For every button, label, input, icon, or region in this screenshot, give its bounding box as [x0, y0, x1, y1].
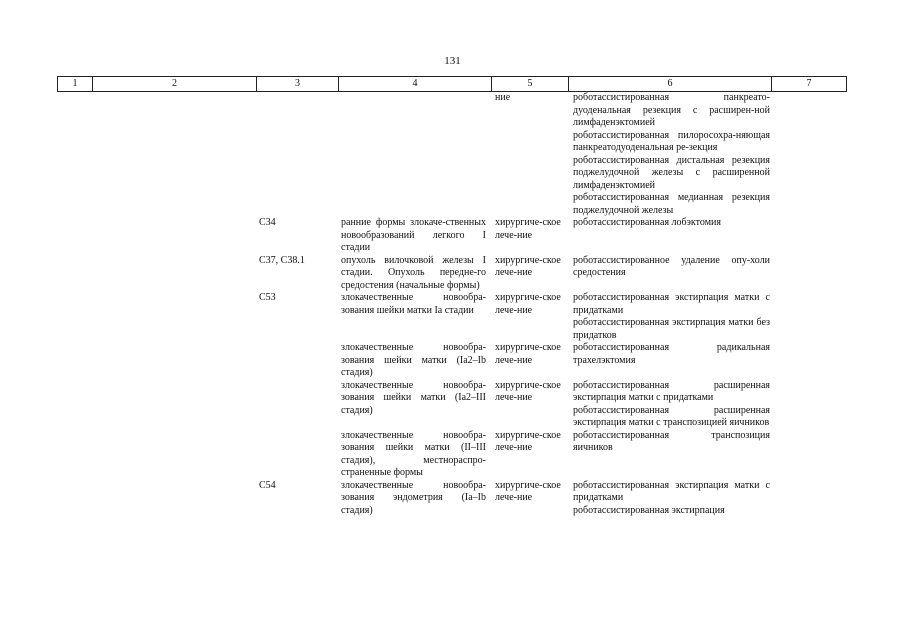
cell-col-2 — [93, 217, 257, 255]
method-item: роботассистированная расширенная экстирпация матки с транспозицией яичников — [573, 404, 770, 428]
cell-col-1 — [57, 430, 93, 480]
method-item: роботассистированная дистальная резекция поджелудочной железы с расширенной лимфаденэктомией — [573, 154, 770, 191]
method-item: роботассистированная экстирпация матки с придатками — [573, 292, 770, 316]
cell-col-2 — [93, 480, 257, 518]
table-row — [57, 430, 847, 480]
column-header-6: 6 — [569, 77, 772, 91]
icd-code-cell: C37, C38.1 — [259, 254, 305, 266]
cell-col-1 — [57, 217, 93, 255]
method-item: роботассистированная медианная резекция поджелудочной железы — [573, 192, 770, 216]
icd-code-cell — [257, 380, 339, 430]
icd-code-cell: C53 — [259, 292, 276, 303]
cell-col-2 — [93, 380, 257, 430]
methods-cell — [569, 92, 772, 217]
icd-code-cell — [257, 92, 339, 217]
method-item: роботассистированная пилоросохра-няющая панкреатодуоденальная ре-зекция — [573, 129, 770, 153]
treatment-type-cell: хирургиче-ское лече-ние — [495, 429, 561, 453]
methods-cell — [569, 380, 772, 430]
condition-cell: злокачественные новообра-зования шейки матки (Ia2–Ib стадия) — [341, 342, 486, 378]
cell-col-7 — [772, 430, 847, 480]
cell-col-1 — [57, 255, 93, 293]
methods-cell — [569, 255, 772, 293]
cell-col-1 — [57, 342, 93, 380]
method-item: роботассистированная лобэктомия — [573, 217, 721, 228]
cell-col-1 — [57, 380, 93, 430]
cell-col-1 — [57, 292, 93, 342]
cell-col-2 — [93, 92, 257, 217]
methods-cell — [569, 480, 772, 518]
column-header-5: 5 — [492, 77, 569, 91]
icd-code-cell: C34 — [259, 217, 276, 228]
condition-cell: злокачественные новообра-зования шейки матки Ia стадии — [341, 292, 486, 316]
method-item: роботассистированная расширенная экстирпация матки с придатками — [573, 379, 770, 403]
methods-cell — [569, 292, 772, 342]
method-item: роботассистированное удаление опу-холи средостения — [573, 254, 770, 278]
page-number: 131 — [444, 55, 461, 67]
icd-code-cell — [257, 342, 339, 380]
table-row — [57, 380, 847, 430]
condition-cell: злокачественные новообра-зования эндометрия (Ia–Ib стадия) — [341, 479, 486, 516]
treatment-type-cell: хирургиче-ское лече-ние — [495, 479, 561, 503]
table-row — [57, 480, 847, 518]
treatment-type-cell: хирургиче-ское лече-ние — [495, 342, 561, 366]
treatment-type-cell: хирургиче-ское лече-ние — [495, 292, 561, 316]
condition-cell: ранние формы злокаче-ственных новообразований легкого I стадии — [341, 217, 486, 253]
cell-col-1 — [57, 480, 93, 518]
cell-col-2 — [93, 430, 257, 480]
treatment-type-cell: хирургиче-ское лече-ние — [495, 254, 561, 278]
table-row — [57, 92, 847, 217]
column-header-1: 1 — [57, 77, 93, 91]
cell-col-7 — [772, 255, 847, 293]
condition-cell: злокачественные новообра-зования шейки матки (II–III стадия), местнораспро-страненные формы — [341, 429, 486, 478]
table-row — [57, 342, 847, 380]
icd-code-cell — [257, 430, 339, 480]
cell-col-2 — [93, 255, 257, 293]
cell-col-7 — [772, 292, 847, 342]
table-row — [57, 217, 847, 255]
column-header-7: 7 — [772, 77, 847, 91]
treatment-type-cell: ние — [495, 92, 511, 103]
cell-col-2 — [93, 292, 257, 342]
condition-cell: злокачественные новообра-зования шейки матки (Ia2–III стадия) — [341, 379, 486, 416]
method-item: роботассистированная экстирпация матки с придатками — [573, 479, 770, 503]
medical-procedures-table — [57, 76, 847, 517]
method-item: роботассистированная радикальная трахелэктомия — [573, 342, 770, 366]
cell-col-7 — [772, 92, 847, 217]
cell-col-7 — [772, 217, 847, 255]
method-item: роботассистированная экстирпация — [573, 504, 725, 516]
treatment-type-cell: хирургиче-ское лече-ние — [495, 379, 561, 403]
cell-col-7 — [772, 380, 847, 430]
cell-col-1 — [57, 92, 93, 217]
methods-cell — [569, 342, 772, 380]
method-item: роботассистированная транспозиция яичников — [573, 429, 770, 453]
table-row — [57, 255, 847, 293]
methods-cell — [569, 430, 772, 480]
condition-cell: опухоль вилочковой железы I стадии. Опухоль передне-го средостения (начальные формы) — [341, 254, 486, 291]
column-header-3: 3 — [257, 77, 339, 91]
cell-col-7 — [772, 480, 847, 518]
method-item: роботассистированная экстирпация матки без придатков — [573, 317, 770, 341]
icd-code-cell: C54 — [259, 479, 276, 491]
condition-cell — [339, 92, 492, 217]
column-header-4: 4 — [339, 77, 492, 91]
method-item: роботассистированная панкреато-дуоденальная резекция с расширен-ной лимфаденэктомией — [573, 92, 770, 128]
column-number-header — [57, 76, 847, 92]
table-row — [57, 292, 847, 342]
table-body — [57, 92, 847, 517]
methods-cell — [569, 217, 772, 255]
cell-col-2 — [93, 342, 257, 380]
cell-col-7 — [772, 342, 847, 380]
column-header-2: 2 — [93, 77, 257, 91]
treatment-type-cell: хирургиче-ское лече-ние — [495, 217, 561, 241]
